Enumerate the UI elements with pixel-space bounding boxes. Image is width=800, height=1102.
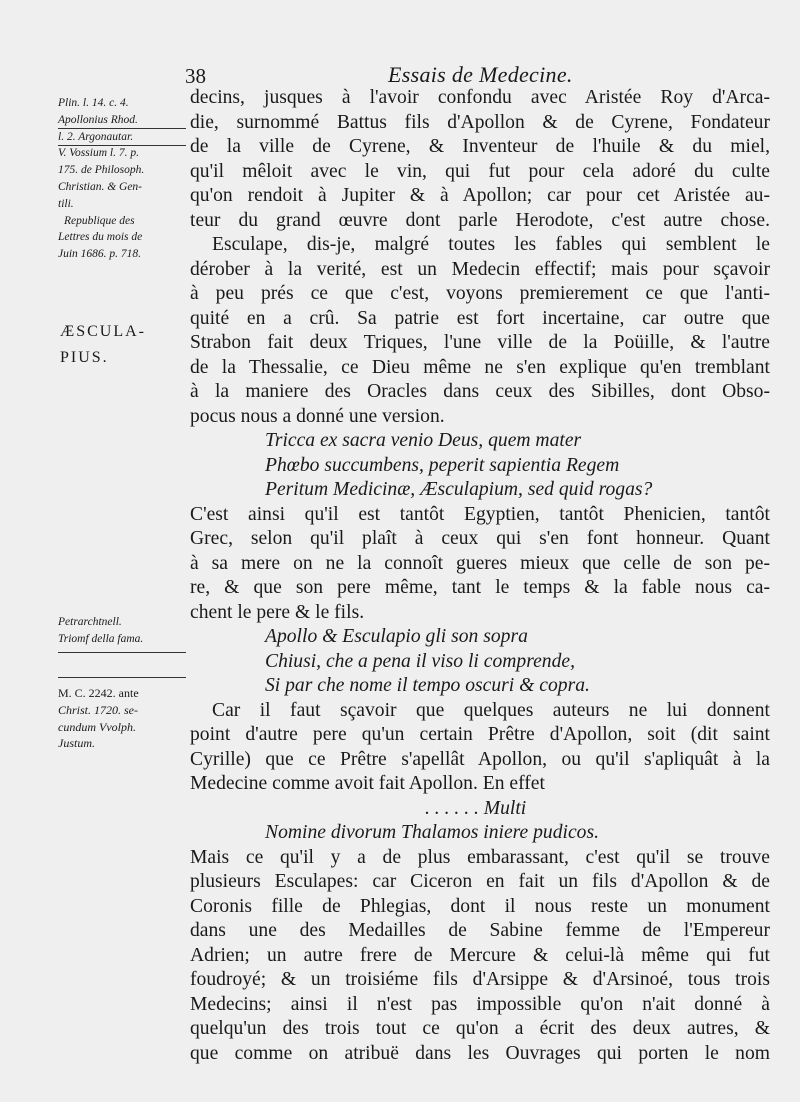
text-line: Medecins; ainsi il n'est pas impossible qu'on n'ait donné à <box>190 993 770 1015</box>
marker-line: PIUS. <box>60 349 109 366</box>
margin-notes-sources <box>58 95 186 263</box>
running-title: Essais de Medecine. <box>388 62 573 87</box>
text-line: à peu prés ce que c'est, voyons premierement ce que l'anti- <box>190 283 770 304</box>
text-line: plusieurs Esculapes: car Ciceron en fait un fils d'Apollon & de <box>190 871 770 892</box>
margin-note: 175. de Philosoph. <box>58 164 145 177</box>
verse-line: Chiusi, che a pena il viso li comprende, <box>265 650 575 672</box>
verse-line: Peritum Medicinæ, Æsculapium, sed quid rogas? <box>265 479 653 500</box>
text-line: de la Thessalie, ce Dieu même ne s'en explique qu'en tremblant <box>190 356 770 378</box>
margin-note: M. C. 2242. ante <box>58 686 139 700</box>
text-line: de la ville de Cyrene, & Inventeur de l'huile & du miel, <box>190 136 770 157</box>
text-line: Grec, selon qu'il plaît à ceux qui s'en font honneur. Quant <box>190 528 770 549</box>
verse-line: Apollo & Esculapio gli son sopra <box>265 626 528 647</box>
text-line: Coronis fille de Phlegias, dont il nous reste un monument <box>190 895 770 917</box>
text-line: à sa mere on ne la connoît gueres mieux que celle de son pe- <box>190 552 770 574</box>
text-line: chent le pere & le fils. <box>190 601 365 623</box>
margin-note: Apollonius Rhod. <box>58 113 138 126</box>
margin-note: Triomf della fama. <box>58 632 144 645</box>
section-marker <box>60 319 146 371</box>
text-line: re, & que son pere même, tant le temps & la fable nous ca- <box>190 577 770 598</box>
verse-line: . . . . . . Multi <box>425 797 527 819</box>
margin-rule <box>58 145 186 146</box>
margin-note: l. 2. Argonautar. <box>58 130 134 143</box>
verse-line: Phœbo succumbens, peperit sapientia Regem <box>265 454 620 476</box>
margin-note: Petrarchtnell. <box>58 616 122 628</box>
text-line: Medecine comme avoit fait Apollon. En effet <box>190 773 545 794</box>
margin-note: V. Vossium l. 7. p. <box>58 147 139 160</box>
margin-rule <box>58 677 186 678</box>
text-line: foudroyé; & un troisiéme fils d'Arsippe & d'Arsinoé, tous trois <box>190 969 770 990</box>
margin-note: Juin 1686. p. 718. <box>58 248 142 261</box>
text-line: qu'on rendoit à Jupiter & à Apollon; car pour cet Aristée au- <box>190 185 770 206</box>
text-line: Mais ce qu'il y a de plus embarassant, c'est qu'il se trouve <box>190 846 770 868</box>
page-header <box>0 58 800 88</box>
verse-line: Si par che nome il tempo oscuri & copra. <box>265 675 590 696</box>
text-line: Strabon fait deux Triques, l'une ville de la Poüille, & l'autre <box>190 332 770 353</box>
text-line: quelqu'un des trois tout ce qu'on a écrit des deux autres, & <box>190 1018 770 1039</box>
text-line: dérober à la verité, est un Medecin effectif; mais pour sçavoir <box>190 258 770 280</box>
text-line: point d'autre pere qu'un certain Prêtre d'Apollon, soit (dit saint <box>190 724 770 745</box>
text-line: pocus nous a donné une version. <box>190 405 445 427</box>
text-line: Adrien; un autre frere de Mercure & celui-là même qui fut <box>190 944 770 966</box>
margin-note: Christ. 1720. se- <box>58 702 139 717</box>
margin-note: Christian. & Gen- <box>58 180 143 193</box>
margin-note: Lettres du mois de <box>58 231 143 244</box>
margin-note: Plin. l. 14. c. 4. <box>58 97 129 109</box>
text-line: C'est ainsi qu'il est tantôt Egyptien, tantôt Phenicien, tantôt <box>190 503 770 525</box>
margin-note: Justum. <box>58 736 95 751</box>
text-line: qu'il mêloit avec le vin, qui fut pour cela adoré du culte <box>190 160 770 182</box>
page-number: 38 <box>185 64 206 88</box>
margin-notes-petrarch <box>58 614 186 648</box>
verse-line: Nomine divorum Thalamos iniere pudicos. <box>265 822 599 843</box>
text-line: Esculape, dis-je, malgré toutes les fables qui semblent le <box>212 234 770 255</box>
text-line: que comme on atribuë dans les Ouvrages qui porten le nom <box>190 1042 770 1064</box>
text-line: decins, jusques à l'avoir confondu avec Aristée Roy d'Arca- <box>190 87 770 108</box>
main-text <box>190 86 770 1066</box>
margin-note: Republique des <box>64 214 135 227</box>
margin-note: tili. <box>58 197 74 210</box>
text-line: à la maniere des Oracles dans ceux des Sibilles, dont Obso- <box>190 381 770 402</box>
text-line: Car il faut sçavoir que quelques auteurs ne lui donnent <box>212 699 770 721</box>
verse-line: Tricca ex sacra venio Deus, quem mater <box>265 430 582 451</box>
margin-rule <box>58 652 186 653</box>
marker-line: ÆSCULA- <box>60 323 147 340</box>
text-line: dans une des Medailles de Sabine femme de l'Empereur <box>190 920 770 941</box>
margin-notes-chronology <box>58 685 186 752</box>
text-line: Cyrille) que ce Prêtre s'apellât Apollon, ou qu'il s'apliquât à la <box>190 748 770 770</box>
text-line: die, surnommé Battus fils d'Apollon & de Cyrene, Fondateur <box>190 111 770 133</box>
margin-rule <box>58 128 186 129</box>
margin-note: cundum Vvolph. <box>58 719 136 734</box>
text-line: quité en a crû. Sa patrie est fort incertaine, car outre que <box>190 307 770 329</box>
text-line: teur du grand œuvre dont parle Herodote, c'est autre chose. <box>190 209 770 231</box>
